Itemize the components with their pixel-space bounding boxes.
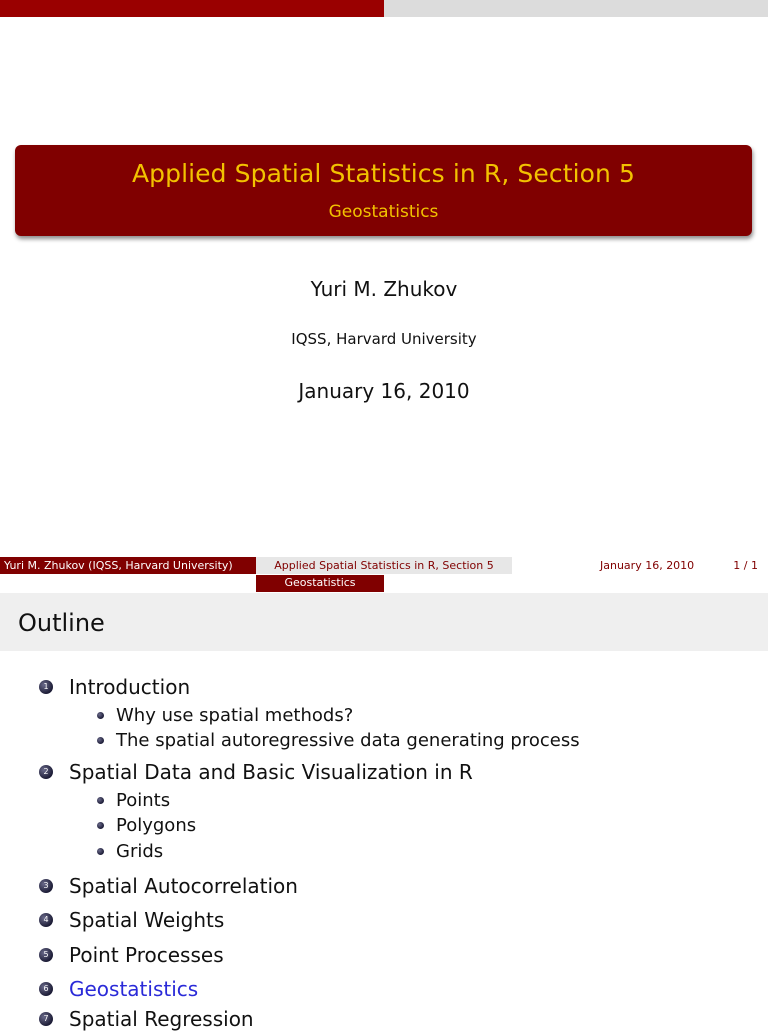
- bullet-icon: [97, 737, 104, 744]
- subsection-label: Why use spatial methods?: [116, 705, 354, 726]
- section-number-icon: 6: [39, 982, 53, 996]
- top-bar-progress: [0, 0, 384, 17]
- slide-footer: [0, 557, 768, 593]
- subsection-label: The spatial autoregressive data generating process: [116, 730, 580, 751]
- section-label: Point Processes: [69, 943, 224, 967]
- toc-section[interactable]: [39, 760, 473, 784]
- toc-section[interactable]: [39, 943, 224, 967]
- toc-section[interactable]: [39, 908, 224, 932]
- section-number-icon: 7: [39, 1012, 53, 1026]
- toc-subsection[interactable]: [97, 790, 170, 811]
- frame-title-bar: [0, 593, 768, 651]
- section-number-icon: 5: [39, 948, 53, 962]
- bullet-icon: [97, 848, 104, 855]
- title-box: [15, 145, 752, 236]
- bullet-icon: [97, 797, 104, 804]
- date: January 16, 2010: [298, 379, 470, 403]
- section-label: Spatial Weights: [69, 908, 225, 932]
- toc-subsection[interactable]: [97, 841, 163, 862]
- subsection-label: Grids: [116, 841, 164, 862]
- slide-title: Applied Spatial Statistics in R, Section 5: [131, 159, 636, 188]
- bullet-icon: [97, 712, 104, 719]
- frame-title: Outline: [18, 609, 105, 637]
- section-label: Spatial Data and Basic Visualization in R: [69, 760, 473, 784]
- footer-author: Yuri M. Zhukov (IQSS, Harvard University): [0, 557, 256, 574]
- section-label: Spatial Regression: [69, 1007, 254, 1031]
- section-label: Introduction: [69, 675, 191, 699]
- subsection-label: Polygons: [116, 815, 197, 836]
- toc-subsection[interactable]: [97, 730, 580, 751]
- bullet-icon: [97, 822, 104, 829]
- footer-subtitle: Geostatistics: [256, 575, 384, 592]
- section-label: Spatial Autocorrelation: [69, 874, 298, 898]
- toc-section[interactable]: [39, 1007, 254, 1031]
- section-number-icon: 3: [39, 879, 53, 893]
- section-label: Geostatistics: [69, 977, 199, 1001]
- section-number-icon: 4: [39, 913, 53, 927]
- toc-subsection[interactable]: [97, 815, 196, 836]
- section-number-icon: 1: [39, 680, 53, 694]
- footer-right: [512, 557, 768, 574]
- toc-section[interactable]: [39, 675, 190, 699]
- institute: IQSS, Harvard University: [291, 330, 477, 348]
- page-number: 1 / 1: [733, 559, 758, 572]
- slide-subtitle: Geostatistics: [328, 202, 439, 222]
- footer-title: Applied Spatial Statistics in R, Section 5: [256, 557, 512, 574]
- top-bar-remainder: [384, 0, 768, 17]
- author: Yuri M. Zhukov: [310, 277, 458, 301]
- section-number-icon: 2: [39, 765, 53, 779]
- toc-subsection[interactable]: [97, 705, 353, 726]
- toc-section-current[interactable]: [39, 977, 198, 1001]
- toc-section[interactable]: [39, 874, 298, 898]
- footer-date: January 16, 2010: [600, 559, 695, 572]
- subsection-label: Points: [116, 790, 171, 811]
